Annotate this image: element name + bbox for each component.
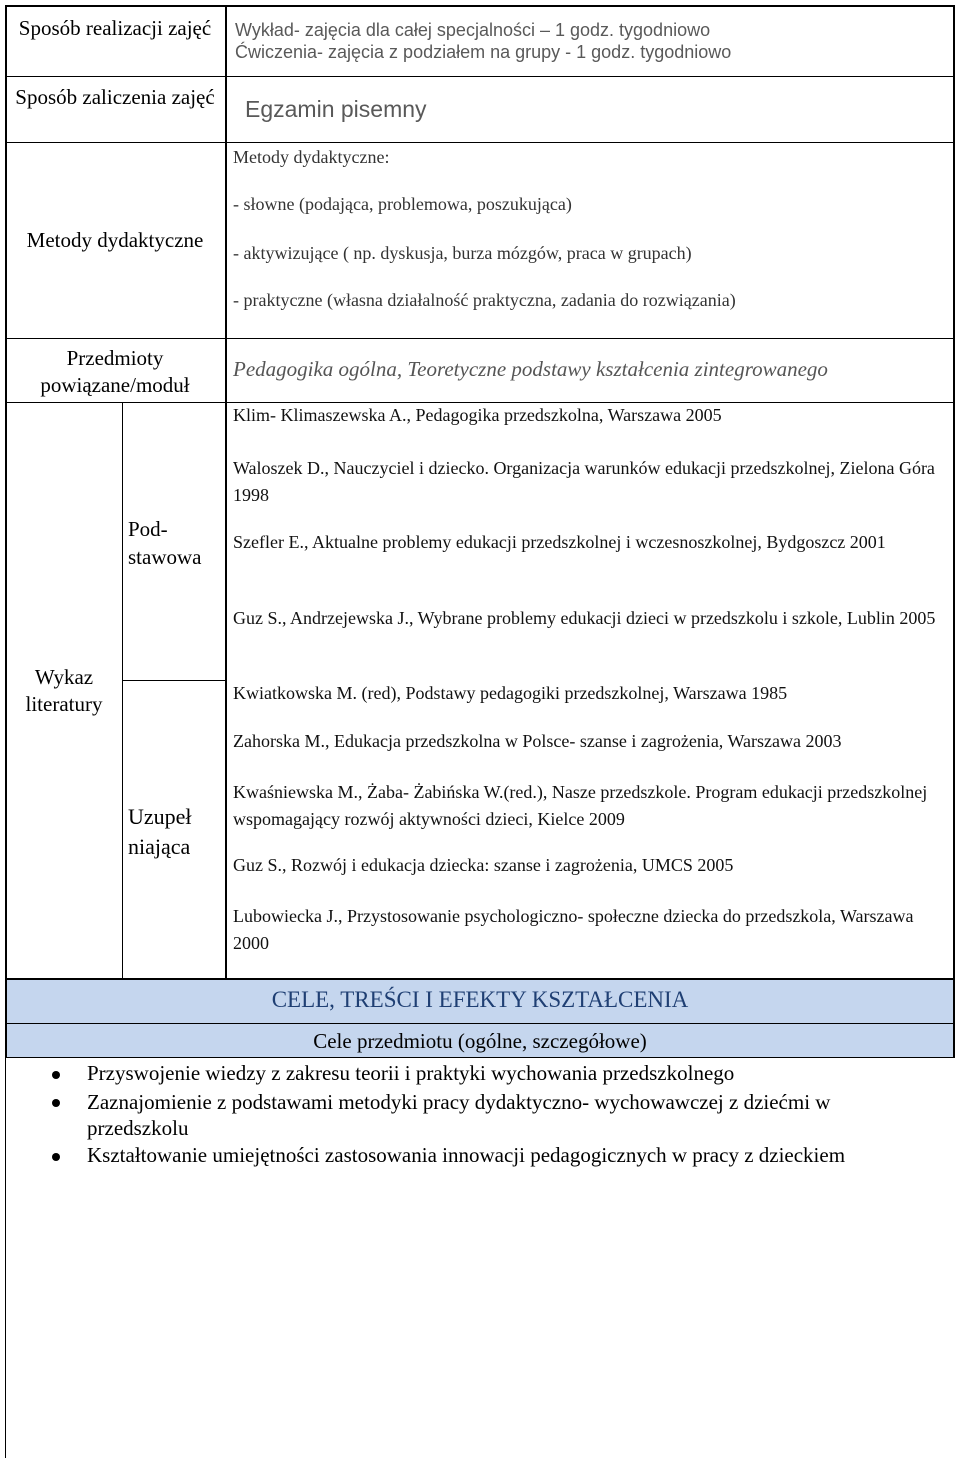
row-label-realizacja: Sposób realizacji zajęć — [18, 16, 212, 40]
ref-uzupelniajaca-3: Lubowiecka J., Przystosowanie psychologiczno- społeczne dziecka do przedszkola, Warszawa 2000 — [233, 906, 914, 953]
literature-sub-divider — [122, 680, 226, 681]
realizacja-line-1: Wykład- zajęcia dla całej specjalności – 1 godz. tygodniowo — [235, 20, 711, 40]
zaliczenie-value: Egzamin pisemny — [245, 96, 427, 122]
ref-podstawowa-2: Waloszek D., Nauczyciel i dziecko. Organizacja warunków edukacji przedszkolnej, Zielona Góra 1998 — [233, 458, 935, 505]
literatura-uzupelniajaca-label: Uzupeł niająca — [128, 804, 192, 859]
table-border-left — [5, 5, 7, 980]
page-left-margin-line — [5, 1058, 6, 1458]
row-label-zaliczenie: Sposób zaliczenia zajęć — [15, 85, 215, 109]
ref-podstawowa-6: Zahorska M., Edukacja przedszkolna w Polsce- szanse i zagrożenia, Warszawa 2003 — [233, 731, 842, 751]
ref-podstawowa-3: Szefler E., Aktualne problemy edukacji przedszkolnej i wczesnoszkolnej, Bydgoszcz 2001 — [233, 532, 886, 552]
przedmioty-value: Pedagogika ogólna, Teoretyczne podstawy kształcenia zintegrowanego — [233, 357, 828, 381]
row-divider-4 — [5, 402, 955, 403]
metody-item-3: - praktyczne (własna działalność praktyczna, zadania do rozwiązania) — [233, 290, 736, 310]
literatura-podstawowa-label: Pod- stawowa — [128, 517, 202, 569]
table-border-right — [953, 5, 955, 980]
realizacja-line-2: Ćwiczenia- zajęcia z podziałem na grupy - 1 godz. tygodniowo — [235, 42, 732, 62]
goal-item-1: Przyswojenie wiedzy z zakresu teorii i praktyki wychowania przedszkolnego — [87, 1061, 735, 1085]
ref-podstawowa-5: Kwiatkowska M. (red), Podstawy pedagogiki przedszkolnej, Warszawa 1985 — [233, 683, 788, 703]
ref-podstawowa-4: Guz S., Andrzejewska J., Wybrane problemy edukacji dzieci w przedszkolu i szkole, Lublin 2005 — [233, 608, 936, 628]
literature-subcolumn-divider — [122, 402, 123, 980]
goal-bullet-2 — [52, 1099, 60, 1107]
table-border-top — [5, 5, 955, 7]
label-column-divider — [225, 5, 227, 980]
goal-item-2: Zaznajomienie z podstawami metodyki pracy dydaktyczno- wychowawczej z dziećmi w przedszkolu — [87, 1090, 831, 1140]
row-divider-1 — [5, 76, 955, 77]
metody-item-2: - aktywizujące ( np. dyskusja, burza mózgów, praca w grupach) — [233, 243, 692, 263]
row-label-metody: Metody dydaktyczne — [26, 228, 204, 252]
metody-item-1: - słowne (podająca, problemowa, poszukująca) — [233, 194, 572, 214]
goal-bullet-1 — [52, 1071, 60, 1079]
ref-podstawowa-1: Klim- Klimaszewska A., Pedagogika przedszkolna, Warszawa 2005 — [233, 405, 722, 425]
ref-uzupelniajaca-2: Guz S., Rozwój i edukacja dziecka: szanse i zagrożenia, UMCS 2005 — [233, 855, 734, 875]
section-subtitle: Cele przedmiotu (ogólne, szczegółowe) — [313, 1029, 647, 1053]
row-label-przedmioty: Przedmioty powiązane/moduł — [40, 346, 190, 397]
row-label-literatura: Wykaz literatury — [25, 665, 103, 716]
row-divider-2 — [5, 142, 955, 143]
goal-item-3: Kształtowanie umiejętności zastosowania innowacji pedagogicznych w pracy z dzieckiem — [87, 1143, 846, 1167]
ref-uzupelniajaca-1: Kwaśniewska M., Żaba- Żabińska W.(red.), Nasze przedszkole. Program edukacji przedszkolnej wspomagający rozwój aktywności dzieci, Kielce 2009 — [233, 782, 928, 829]
metody-heading: Metody dydaktyczne: — [233, 147, 390, 167]
row-divider-3 — [5, 338, 955, 339]
section-title: CELE, TREŚCI I EFEKTY KSZTAŁCENIA — [271, 987, 689, 1012]
goal-bullet-3 — [52, 1153, 60, 1161]
